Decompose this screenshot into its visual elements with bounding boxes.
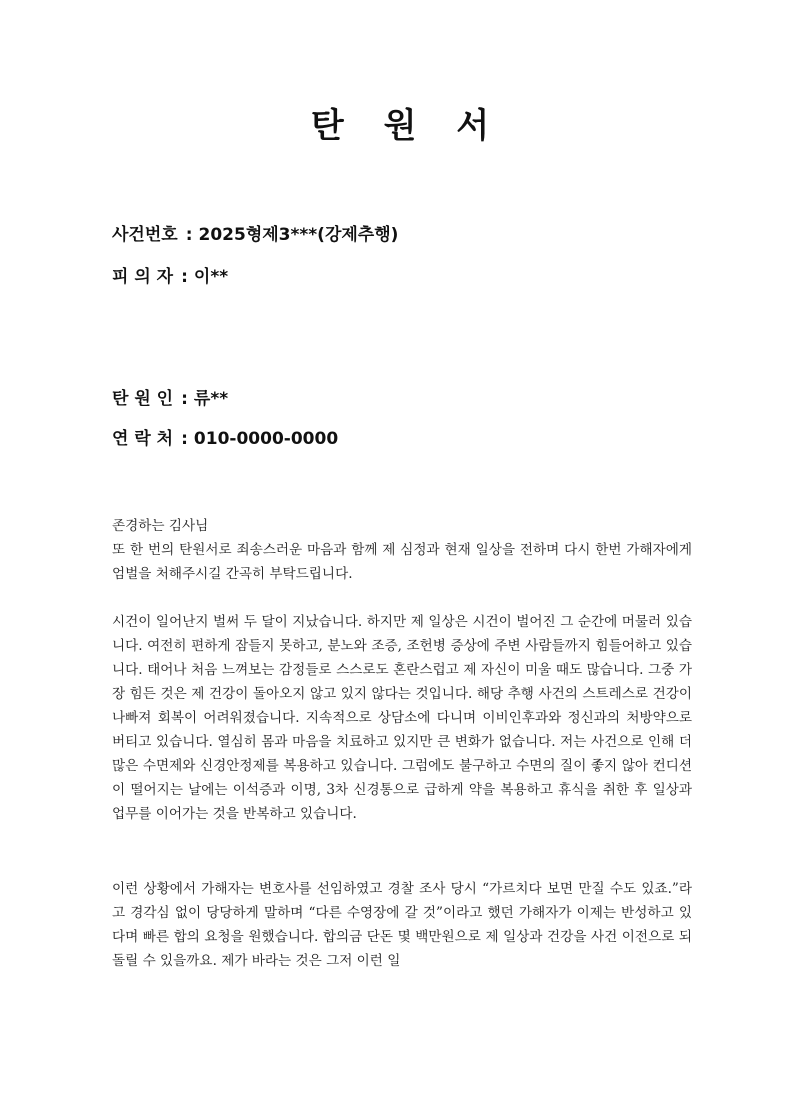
petitioner-value: 류** <box>193 389 229 409</box>
document-title: 탄 원 서 <box>310 106 504 146</box>
body-paragraph-3 <box>112 877 692 973</box>
suspect-label: 피 의 자 <box>112 267 174 287</box>
contact-separator: : <box>181 429 188 449</box>
paragraph-text: 이런 상황에서 가해자는 변호사를 선임하였고 경찰 조사 당시 “가르치다 보면 만질 수도 있죠.”라고 경각심 없이 당당하게 말하며 “다른 수영장에 갈 것”이라고 했던 가해자가 이제는 반성하고 있다며 빠른 합의 요청을 원했습니다. 합의금 단돈 몇 백만원으로 제 일상과 건강을 사건 이전으로 되돌릴 수 있을까요. 제가 바라는 것은 그저 이런 일 <box>112 881 692 969</box>
body-paragraph-1 <box>112 538 692 586</box>
contact-field <box>112 424 338 449</box>
body-paragraph-2 <box>112 610 692 826</box>
petitioner-label: 탄 원 인 <box>112 389 174 409</box>
contact-label: 연 락 처 <box>112 429 174 449</box>
petitioner-field <box>112 384 228 409</box>
greeting: 존경하는 김사님 <box>112 518 209 534</box>
contact-value: 010-0000-0000 <box>193 429 339 449</box>
case-number-label: 사건번호 <box>112 225 178 245</box>
petitioner-separator: : <box>181 389 188 409</box>
paragraph-text: 시건이 일어난지 벌써 두 달이 지났습니다. 하지만 제 일상은 시건이 벌어진 그 순간에 머물러 있습니다. 여전히 편하게 잠들지 못하고, 분노와 조증, 조헌병 증상에 주변 사람들까지 힘들어하고 있습니다. 태어나 처음 느껴보는 감정들로 스스로도 혼란스럽고 제 자신이 미울 때도 많습니다. 그중 가장 힘든 것은 제 건강이 돌아오지 않고 있지 않다는 것입니다. 해당 추행 사건의 스트레스로 건강이 나빠져 회복이 어려워졌습니다. 지속적으로 상담소에 다니며 이비인후과와 정신과의 처방약으로 버티고 있습니다. 열심히 몸과 마음을 치료하고 있지만 큰 변화가 없습니다. 저는 사건으로 인해 더 많은 수면제와 신경안정제를 복용하고 있습니다. 그럼에도 불구하고 수면의 질이 좋지 않아 컨디션이 떨어지는 날에는 이석증과 이명, 3차 신경통으로 급하게 약을 복용하고 휴식을 취한 후 일상과 업무를 이어가는 것을 반복하고 있습니다. <box>112 614 692 822</box>
suspect-value: 이** <box>193 267 229 287</box>
case-number-field <box>112 220 398 245</box>
paragraph-text: 또 한 번의 탄원서로 죄송스러운 마음과 함께 제 심정과 현재 일상을 전하며 다시 한번 가해자에게 엄벌을 처해주시길 간곡히 부탁드립니다. <box>112 542 692 582</box>
case-number-value: 2025형제3***(강제추행) <box>198 225 399 245</box>
case-number-separator: : <box>185 225 193 245</box>
suspect-field <box>112 262 228 287</box>
suspect-separator: : <box>181 267 188 287</box>
